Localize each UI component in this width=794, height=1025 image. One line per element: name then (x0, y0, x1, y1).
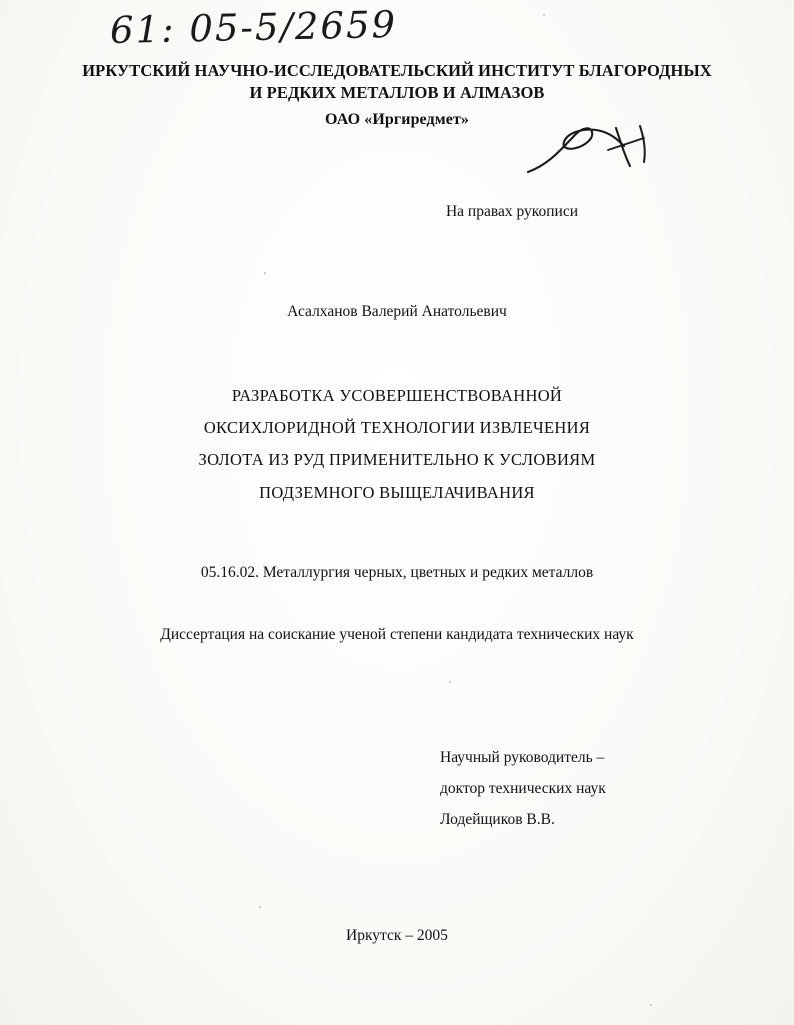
title-line-1: РАЗРАБОТКА УСОВЕРШЕНСТВОВАННОЙ (231, 386, 563, 405)
institute-line-2: И РЕДКИХ МЕТАЛЛОВ И АЛМАЗОВ (249, 83, 545, 103)
supervisor-line-1: Научный руководитель – (440, 749, 605, 766)
title-line-4: ПОДЗЕМНОГО ВЫЩЕЛАЧИВАНИЯ (259, 482, 535, 502)
institute-line-1: ИРКУТСКИЙ НАУЧНО-ИССЛЕДОВАТЕЛЬСКИЙ ИНСТИТУТ БЛАГОРОДНЫХ (82, 61, 712, 80)
scan-speck (259, 906, 261, 908)
institute-line-3: ОАО «Иргиредмет» (324, 110, 470, 128)
title-line-3: ЗОЛОТА ИЗ РУД ПРИМЕНИТЕЛЬНО К УСЛОВИЯМ (198, 450, 596, 470)
rights-note: На правах рукописи (445, 203, 579, 220)
scan-speck (543, 14, 545, 16)
degree-statement: Диссертация на соискание ученой степени кандидата технических наук (160, 626, 634, 643)
author-name: Асалханов Валерий Анатольевич (287, 303, 507, 320)
page-title (110, 380, 684, 509)
speciality-code: 05.16.02. Металлургия черных, цветных и редких металлов (200, 564, 594, 581)
city-year: Иркутск – 2005 (346, 927, 448, 944)
scan-speck (650, 1004, 652, 1006)
supervisor-line-2: доктор технических наук (440, 780, 606, 797)
title-line-2: ОКСИХЛОРИДНОЙ ТЕХНОЛОГИИ ИЗВЛЕЧЕНИЯ (203, 418, 591, 438)
scan-speck (264, 272, 266, 274)
call-number-handwriting: 61: 05-5/2659 (109, 2, 398, 53)
supervisor-line-3: Лодейщиков В.В. (440, 811, 555, 828)
signature-scribble-icon (520, 120, 670, 180)
scan-speck (449, 681, 451, 683)
supervisor-block (440, 742, 606, 835)
